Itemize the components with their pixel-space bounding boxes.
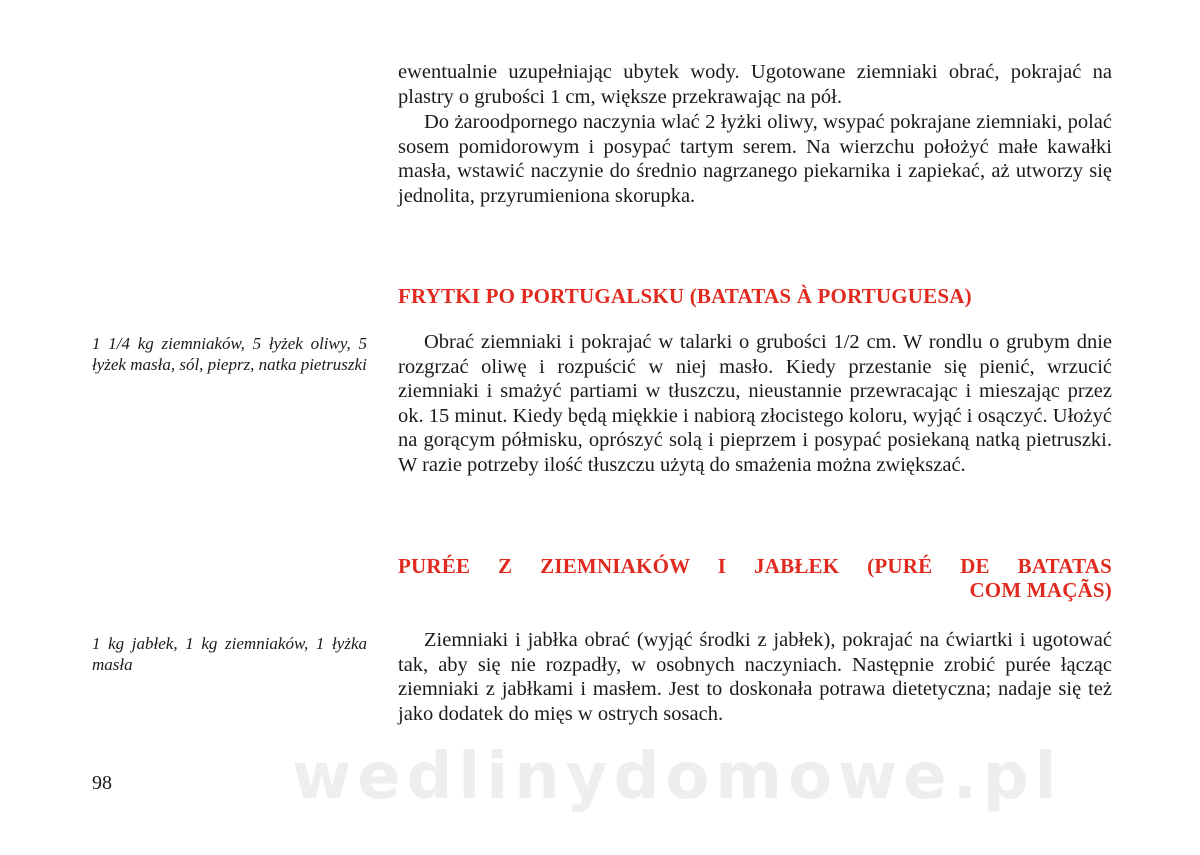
recipe-instructions-frytki: Obrać ziemniaki i pokrajać w talarki o grubości 1/2 cm. W rondlu o grubym dnie rozgrzać oliwę i rozpuścić w niej masło. Kiedy przestanie się pienić, wrzucić ziemniaki i smażyć partiami w tłuszczu, nieustannie przewracając i mieszając przez ok. 15 minut. Kiedy będą miękkie i nabiorą złocistego koloru, wyjąć i osączyć. Ułożyć na gorącym półmisku, oprószyć solą i pieprzem i posypać posiekaną natką pietruszki. W razie potrzeby ilość tłuszczu użytą do smażenia można zwiększać.	[398, 331, 1112, 476]
recipe-ingredients-puree: 1 kg jabłek, 1 kg ziemniaków, 1 łyżka masła	[92, 634, 367, 674]
recipe-instructions-puree: Ziemniaki i jabłka obrać (wyjąć środki z jabłek), pokrajać na ćwiartki i ugotować tak, aby się nie rozpadły, w osobnych naczyniach. Następnie zrobić purée łącząc ziemniaki z jabłkami i masłem. Jest to doskonała potrawa dietetyczna; nadaje się też jako dodatek do mięs w ostrych sosach.	[398, 629, 1112, 725]
page-number: 98	[92, 772, 112, 794]
watermark: wedlinydomowe.pl	[292, 740, 1063, 814]
recipe-title-puree	[398, 554, 1112, 602]
recipe-ingredients-frytki: 1 1/4 kg ziemniaków, 5 łyżek oliwy, 5 łyżek masła, sól, pieprz, natka pietruszki	[92, 334, 367, 374]
recipe-title-puree-line-2: COM MAÇÃS)	[969, 578, 1112, 602]
recipe-title-frytki: FRYTKI PO PORTUGALSKU (BATATAS À PORTUGUESA)	[398, 284, 972, 308]
continuation-paragraph-1: ewentualnie uzupełniając ubytek wody. Ugotowane ziemniaki obrać, pokrajać na plastry o grubości 1 cm, większe przekrawając na pół.	[398, 61, 1112, 108]
continuation-paragraph-2: Do żaroodpornego naczynia wlać 2 łyżki oliwy, wsypać pokrajane ziemniaki, polać sosem pomidorowym i posypać tartym serem. Na wierzchu położyć małe kawałki masła, wstawić naczynie do średnio nagrzanego piekarnika i zapiekać, aż utworzy się jednolita, przyrumieniona skorupka.	[398, 111, 1112, 207]
recipe-title-puree-line-1: PURÉE Z ZIEMNIAKÓW I JABŁEK (PURÉ DE BATATAS	[398, 554, 1112, 578]
